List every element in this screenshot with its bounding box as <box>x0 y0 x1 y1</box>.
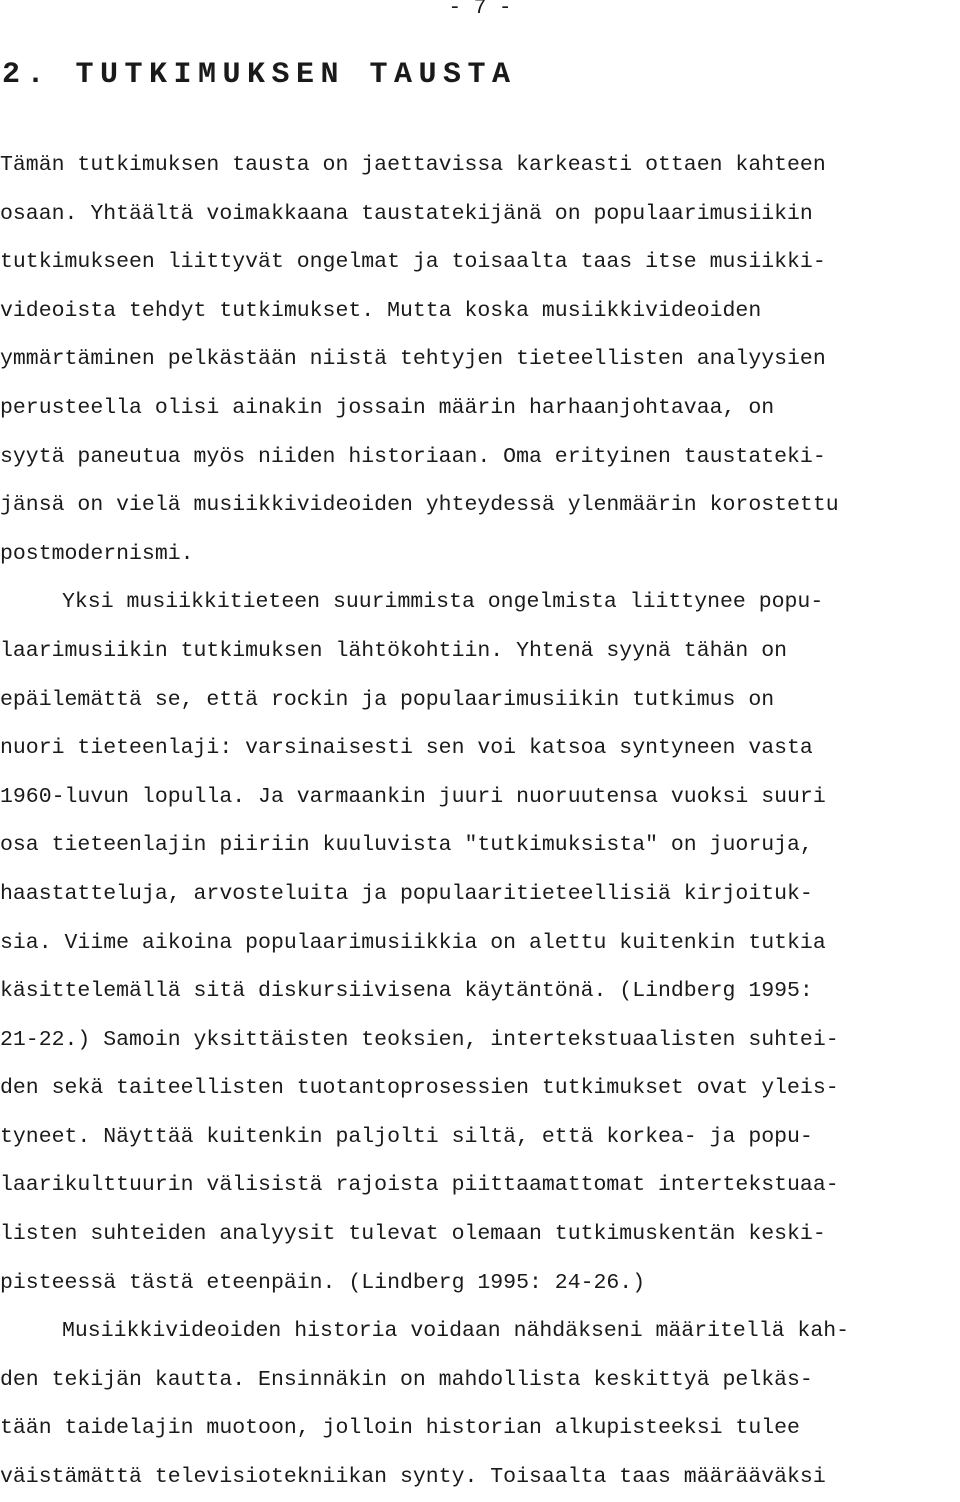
text-line: haastatteluja, arvosteluita ja populaaritieteellisiä kirjoituk- <box>0 881 813 906</box>
text-line: den tekijän kautta. Ensinnäkin on mahdollista keskittyä pelkäs- <box>0 1367 813 1392</box>
text-line: den sekä taiteellisten tuotantoprosessien tutkimukset ovat yleis- <box>0 1076 839 1101</box>
text-line: 21-22.) Samoin yksittäisten teoksien, intertekstuaalisten suhtei- <box>0 1027 839 1052</box>
section-heading: 2. TUTKIMUKSEN TAUSTA <box>2 58 517 92</box>
text-line: videoista tehdyt tutkimukset. Mutta koska musiikkivideoiden <box>0 298 762 323</box>
text-line: ymmärtäminen pelkästään niistä tehtyjen tieteellisten analyysien <box>0 347 826 372</box>
text-line: laarimusiikin tutkimuksen lähtökohtiin. Yhtenä syynä tähän on <box>0 638 788 663</box>
text-line: postmodernismi. <box>0 541 194 566</box>
body-text <box>0 141 958 1502</box>
text-line: käsittelemällä sitä diskursiivisena käytäntönä. (Lindberg 1995: <box>0 979 813 1004</box>
text-line: epäilemättä se, että rockin ja populaarimusiikin tutkimus on <box>0 687 775 712</box>
text-line: tään taidelajin muotoon, jolloin historian alkupisteeksi tulee <box>0 1416 800 1441</box>
text-line: perusteella olisi ainakin jossain määrin harhaanjohtavaa, on <box>0 395 775 420</box>
text-line: nuori tieteenlaji: varsinaisesti sen voi katsoa syntyneen vasta <box>0 736 813 761</box>
text-line: sia. Viime aikoina populaarimusiikkia on alettu kuitenkin tutkia <box>0 930 826 955</box>
text-line: osa tieteenlajin piiriin kuuluvista "tutkimuksista" on juoruja, <box>0 833 813 858</box>
text-line: pisteessä tästä eteenpäin. (Lindberg 1995: 24-26.) <box>0 1270 646 1295</box>
text-line: Musiikkivideoiden historia voidaan nähdäkseni määritellä kah- <box>62 1319 850 1344</box>
text-line: Tämän tutkimuksen tausta on jaettavissa karkeasti ottaen kahteen <box>0 153 826 177</box>
text-line: laarikulttuurin välisistä rajoista piittaamattomat intertekstuaa- <box>0 1173 839 1198</box>
text-line: osaan. Yhtäältä voimakkaana taustatekijänä on populaarimusiikin <box>0 201 813 226</box>
text-line: väistämättä televisiotekniikan synty. Toisaalta taas määrääväksi <box>0 1465 826 1490</box>
text-line: tutkimukseen liittyvät ongelmat ja toisaalta taas itse musiikki- <box>0 250 826 275</box>
text-line: jänsä on vielä musiikkivideoiden yhteydessä ylenmäärin korostettu <box>0 493 839 518</box>
text-line: tyneet. Näyttää kuitenkin paljolti siltä, että korkea- ja popu- <box>0 1124 813 1149</box>
page-number: - 7 - <box>448 0 512 20</box>
text-line: 1960-luvun lopulla. Ja varmaankin juuri nuoruutensa vuoksi suuri <box>0 784 826 809</box>
text-line: Yksi musiikkitieteen suurimmista ongelmista liittynee popu- <box>62 590 824 615</box>
text-line: syytä paneutua myös niiden historiaan. Oma erityinen taustateki- <box>0 444 826 469</box>
text-line: listen suhteiden analyysit tulevat olemaan tutkimuskentän keski- <box>0 1222 826 1247</box>
